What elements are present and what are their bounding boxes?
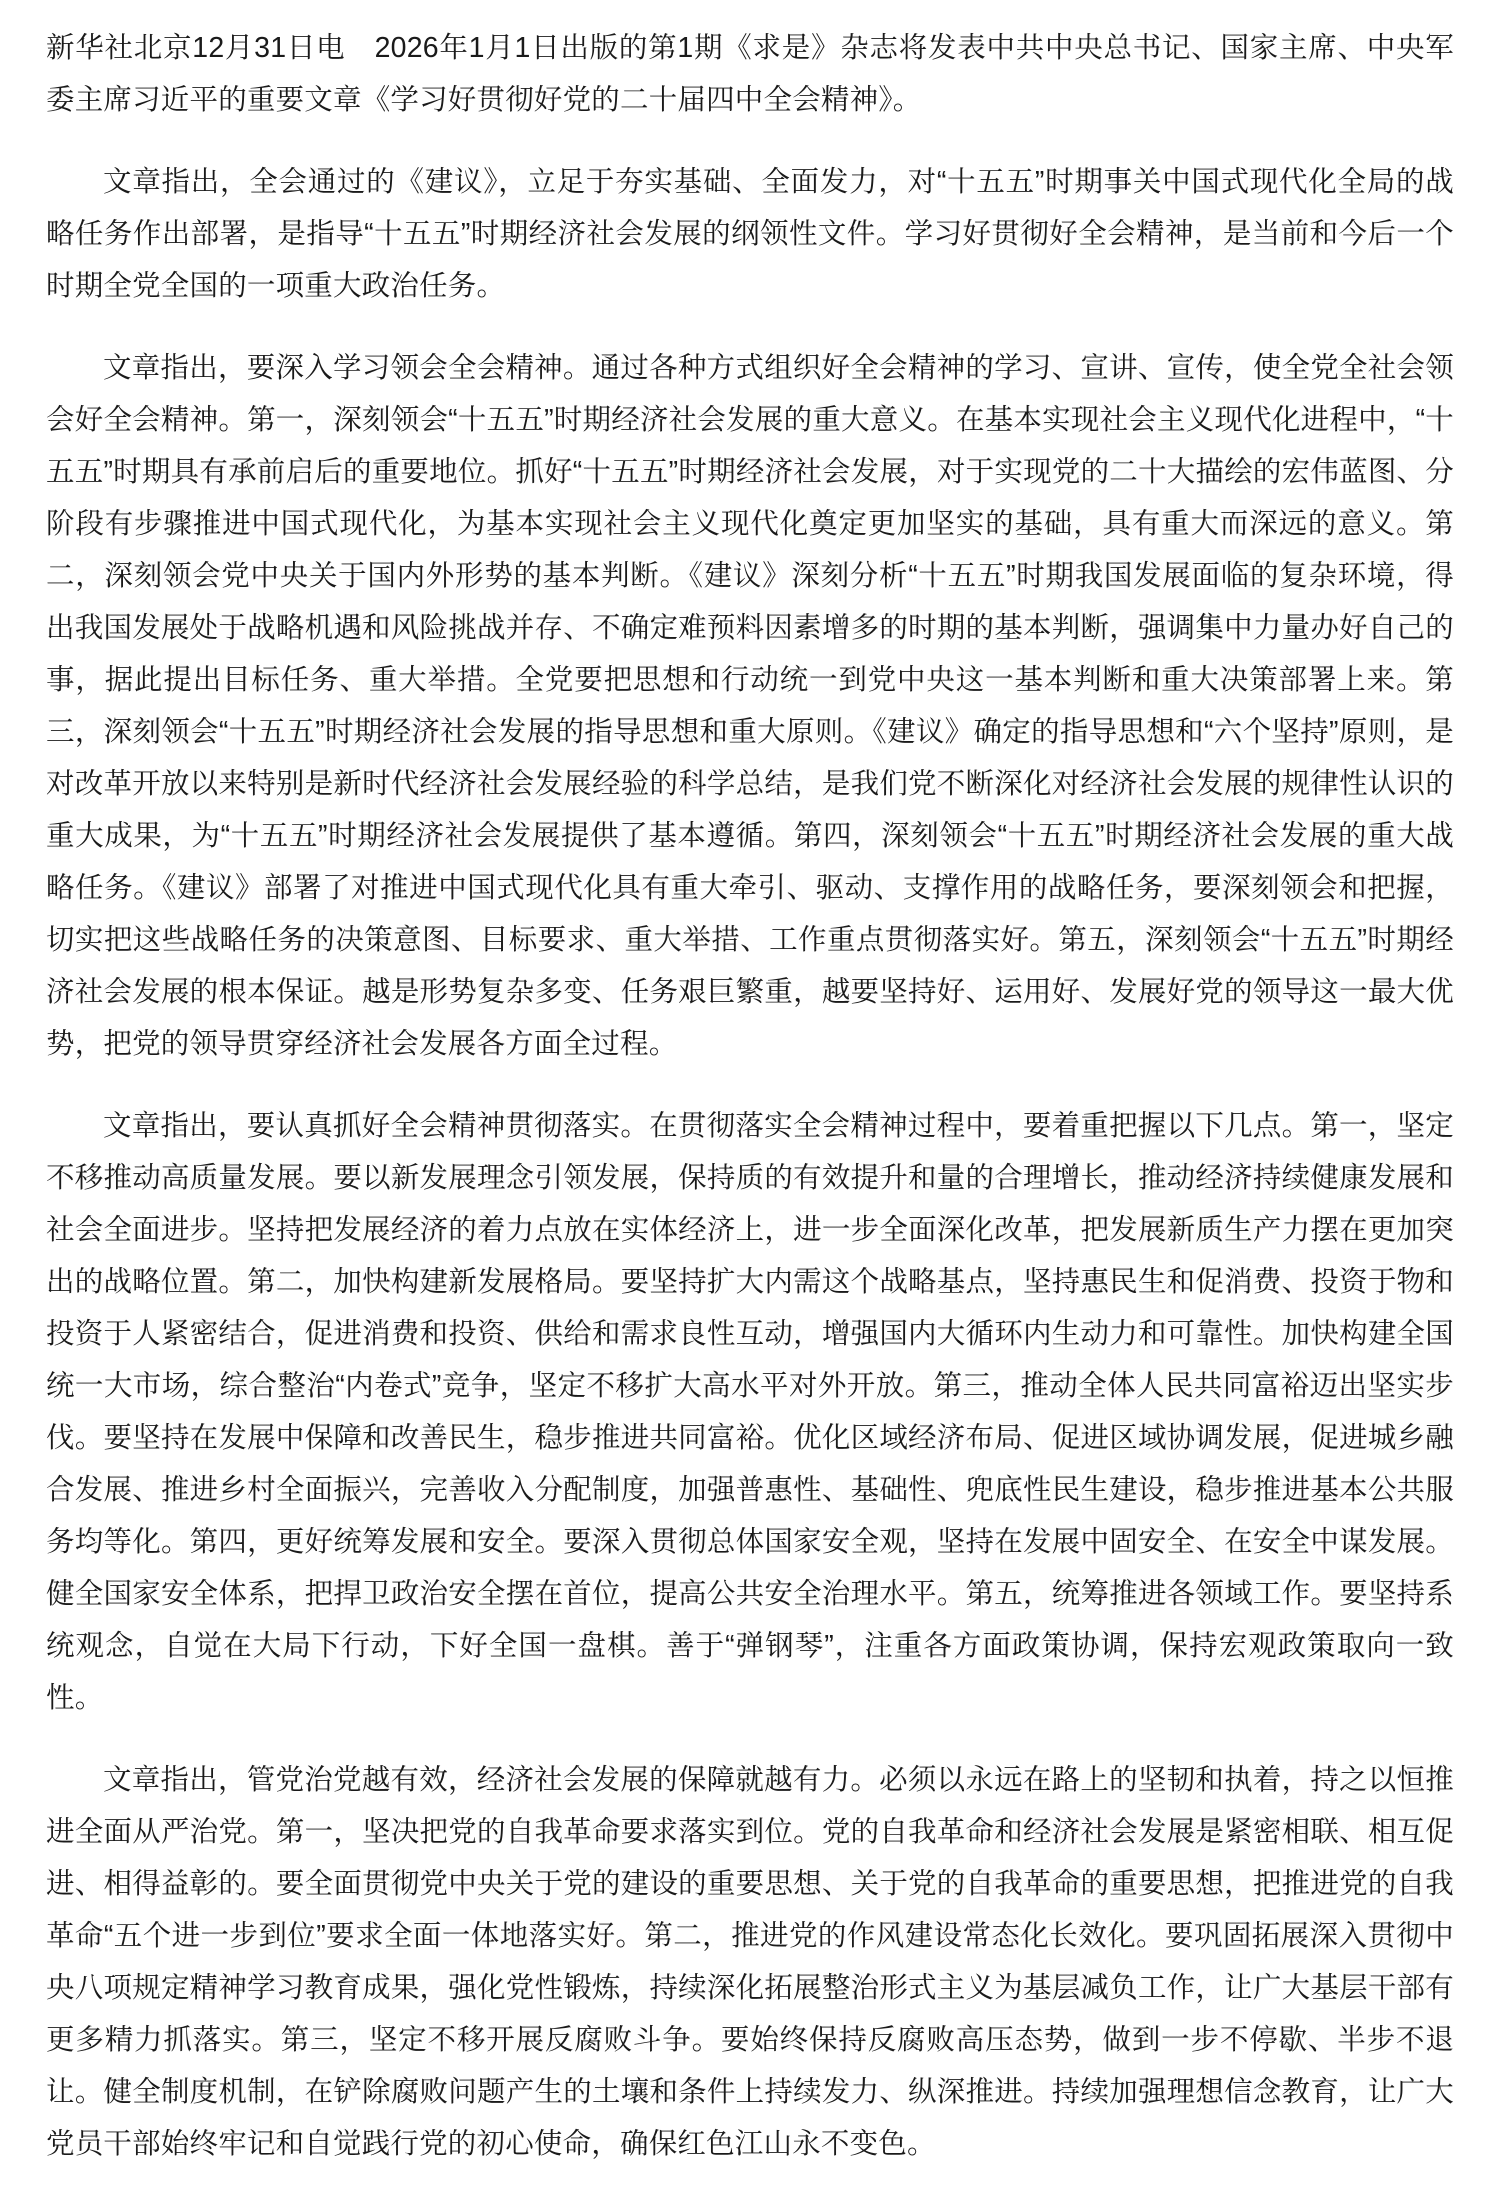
article-paragraph: 文章指出，管党治党越有效，经济社会发展的保障就越有力。必须以永远在路上的坚韧和执着，持之以恒推进全面从严治党。第一，坚决把党的自我革命要求落实到位。党的自我革命和经济社会发展是紧密相联、相互促进、相得益彰的。要全面贯彻党中央关于党的建设的重要思想、关于党的自我革命的重要思想，把推进党的自我革命“五个进一步到位”要求全面一体地落实好。第二，推进党的作风建设常态化长效化。要巩固拓展深入贯彻中央八项规定精神学习教育成果，强化党性锻炼，持续深化拓展整治形式主义为基层减负工作，让广大基层干部有更多精力抓落实。第三，坚定不移开展反腐败斗争。要始终保持反腐败高压态势，做到一步不停歇、半步不退让。健全制度机制，在铲除腐败问题产生的土壤和条件上持续发力、纵深推进。持续加强理想信念教育，让广大党员干部始终牢记和自觉践行党的初心使命，确保红色江山永不变色。 — [46, 1764, 1454, 2160]
article-paragraph: 文章指出，要深入学习领会全会精神。通过各种方式组织好全会精神的学习、宣讲、宣传，使全党全社会领会好全会精神。第一，深刻领会“十五五”时期经济社会发展的重大意义。在基本实现社会主义现代化进程中，“十五五”时期具有承前启后的重要地位。抓好“十五五”时期经济社会发展，对于实现党的二十大描绘的宏伟蓝图、分阶段有步骤推进中国式现代化，为基本实现社会主义现代化奠定更加坚实的基础，具有重大而深远的意义。第二，深刻领会党中央关于国内外形势的基本判断。《建议》深刻分析“十五五”时期我国发展面临的复杂环境，得出我国发展处于战略机遇和风险挑战并存、不确定难预料因素增多的时期的基本判断，强调集中力量办好自己的事，据此提出目标任务、重大举措。全党要把思想和行动统一到党中央这一基本判断和重大决策部署上来。第三，深刻领会“十五五”时期经济社会发展的指导思想和重大原则。《建议》确定的指导思想和“六个坚持”原则，是对改革开放以来特别是新时代经济社会发展经验的科学总结，是我们党不断深化对经济社会发展的规律性认识的重大成果，为“十五五”时期经济社会发展提供了基本遵循。第四，深刻领会“十五五”时期经济社会发展的重大战略任务。《建议》部署了对推进中国式现代化具有重大牵引、驱动、支撑作用的战略任务，要深刻领会和把握，切实把这些战略任务的决策意图、目标要求、重大举措、工作重点贯彻落实好。第五，深刻领会“十五五”时期经济社会发展的根本保证。越是形势复杂多变、任务艰巨繁重，越要坚持好、运用好、发展好党的领导这一最大优势，把党的领导贯穿经济社会发展各方面全过程。 — [46, 352, 1454, 1060]
article-body — [46, 22, 1454, 2170]
article-dateline: 新华社北京12月31日电 2026年1月1日出版的第1期《求是》杂志将发表中共中央总书记、国家主席、中央军委主席习近平的重要文章《学习好贯彻好党的二十届四中全会精神》。 — [46, 32, 1454, 116]
article-paragraph: 文章指出，要认真抓好全会精神贯彻落实。在贯彻落实全会精神过程中，要着重把握以下几点。第一，坚定不移推动高质量发展。要以新发展理念引领发展，保持质的有效提升和量的合理增长，推动经济持续健康发展和社会全面进步。坚持把发展经济的着力点放在实体经济上，进一步全面深化改革，把发展新质生产力摆在更加突出的战略位置。第二，加快构建新发展格局。要坚持扩大内需这个战略基点，坚持惠民生和促消费、投资于物和投资于人紧密结合，促进消费和投资、供给和需求良性互动，增强国内大循环内生动力和可靠性。加快构建全国统一大市场，综合整治“内卷式”竞争，坚定不移扩大高水平对外开放。第三，推动全体人民共同富裕迈出坚实步伐。要坚持在发展中保障和改善民生，稳步推进共同富裕。优化区域经济布局、促进区域协调发展，促进城乡融合发展、推进乡村全面振兴，完善收入分配制度，加强普惠性、基础性、兜底性民生建设，稳步推进基本公共服务均等化。第四，更好统筹发展和安全。要深入贯彻总体国家安全观，坚持在发展中固安全、在安全中谋发展。健全国家安全体系，把捍卫政治安全摆在首位，提高公共安全治理水平。第五，统筹推进各领域工作。要坚持系统观念，自觉在大局下行动，下好全国一盘棋。善于“弹钢琴”，注重各方面政策协调，保持宏观政策取向一致性。 — [46, 1110, 1454, 1714]
article-paragraph: 文章指出，全会通过的《建议》，立足于夯实基础、全面发力，对“十五五”时期事关中国式现代化全局的战略任务作出部署，是指导“十五五”时期经济社会发展的纲领性文件。学习好贯彻好全会精神，是当前和今后一个时期全党全国的一项重大政治任务。 — [46, 166, 1454, 302]
